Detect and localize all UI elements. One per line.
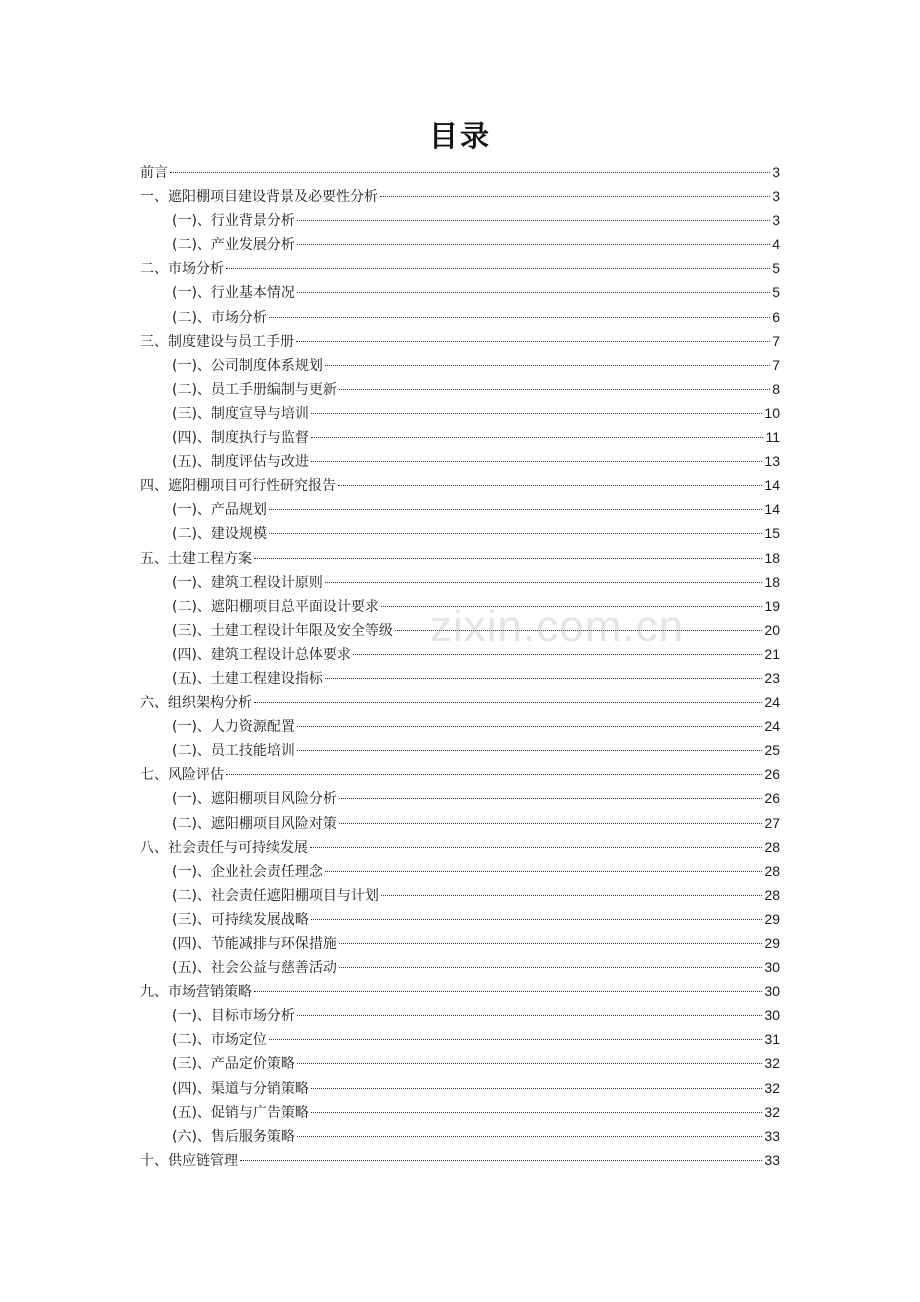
toc-entry-page-number: 32	[764, 1103, 780, 1120]
toc-entry-page-number: 23	[764, 669, 780, 686]
toc-entry-page-number: 19	[764, 597, 780, 614]
toc-entry-page-number: 30	[764, 959, 780, 976]
toc-entry[interactable]	[140, 160, 780, 184]
dot-leader	[381, 895, 762, 896]
toc-entry-page-number: 8	[772, 380, 780, 397]
dot-leader	[269, 317, 770, 318]
toc-entry[interactable]	[140, 979, 780, 1003]
toc-entry-title: 一、遮阳棚项目建设背景及必要性分析	[140, 189, 378, 206]
dot-leader	[240, 1160, 762, 1161]
dot-leader	[353, 654, 762, 655]
watermark: zixin.com.cn	[430, 602, 685, 651]
toc-entry-page-number: 26	[764, 790, 780, 807]
toc-entry-page-number: 7	[772, 356, 780, 373]
dot-leader	[311, 413, 762, 414]
toc-entry-title: (四)、制度执行与监督	[172, 430, 309, 447]
toc-entry-page-number: 24	[764, 718, 780, 735]
toc-entry[interactable]	[140, 594, 780, 618]
toc-entry[interactable]	[140, 714, 780, 738]
toc-entry-page-number: 3	[772, 212, 780, 229]
toc-entry-title: (二)、社会责任遮阳棚项目与计划	[172, 887, 379, 904]
dot-leader	[311, 919, 762, 920]
toc-entry-page-number: 29	[764, 935, 780, 951]
toc-entry-page-number: 32	[764, 1079, 780, 1096]
toc-entry-title: (三)、可持续发展战略	[172, 911, 309, 928]
toc-entry-title: 六、组织架构分析	[140, 695, 252, 712]
toc-entry-title: 四、遮阳棚项目可行性研究报告	[140, 478, 336, 495]
toc-entry[interactable]	[140, 401, 780, 425]
dot-leader	[269, 509, 762, 510]
toc-entry[interactable]	[140, 1148, 780, 1172]
toc-entry-page-number: 30	[764, 1007, 780, 1024]
toc-entry[interactable]	[140, 811, 780, 835]
toc-entry-page-number: 30	[764, 983, 780, 1000]
table-of-contents	[140, 160, 780, 1172]
dot-leader	[297, 1063, 762, 1064]
dot-leader	[325, 365, 770, 366]
dot-leader	[338, 485, 762, 486]
toc-entry-page-number: 33	[764, 1127, 780, 1144]
dot-leader	[325, 582, 762, 583]
toc-entry-page-number: 25	[764, 742, 780, 759]
dot-leader	[254, 991, 762, 992]
toc-entry[interactable]	[140, 690, 780, 714]
toc-entry[interactable]	[140, 1100, 780, 1124]
toc-entry-title: (一)、行业基本情况	[172, 285, 295, 302]
toc-entry-page-number: 5	[772, 260, 780, 277]
toc-entry-title: (一)、企业社会责任理念	[172, 863, 323, 880]
toc-entry-title: (三)、制度宣导与培训	[172, 405, 309, 422]
toc-entry[interactable]	[140, 208, 780, 232]
toc-entry[interactable]	[140, 497, 780, 521]
dot-leader	[254, 702, 762, 703]
toc-entry-title: (四)、渠道与分销策略	[172, 1080, 309, 1097]
dot-leader	[254, 558, 762, 559]
toc-entry-page-number: 20	[764, 621, 780, 638]
toc-entry[interactable]	[140, 449, 780, 473]
toc-entry-page-number: 11	[765, 429, 780, 446]
toc-entry[interactable]	[140, 570, 780, 594]
toc-entry-title: (二)、员工手册编制与更新	[172, 381, 337, 398]
dot-leader	[296, 341, 770, 342]
toc-entry-page-number: 31	[764, 1031, 780, 1048]
dot-leader	[297, 244, 770, 245]
toc-entry[interactable]	[140, 329, 780, 353]
toc-entry[interactable]	[140, 1003, 780, 1027]
dot-leader	[297, 220, 770, 221]
toc-entry[interactable]	[140, 955, 780, 979]
toc-entry-page-number: 5	[772, 284, 780, 301]
dot-leader	[381, 606, 762, 607]
toc-entry[interactable]	[140, 425, 780, 449]
dot-leader	[297, 750, 762, 751]
toc-entry-title: (一)、公司制度体系规划	[172, 357, 323, 374]
dot-leader	[339, 943, 762, 944]
toc-entry[interactable]	[140, 521, 780, 545]
toc-entry-title: (三)、土建工程设计年限及安全等级	[172, 622, 393, 639]
toc-entry-title: 五、土建工程方案	[140, 550, 252, 567]
toc-entry[interactable]	[140, 642, 780, 666]
toc-entry-title: (二)、员工技能培训	[172, 743, 295, 760]
dot-leader	[395, 630, 762, 631]
dot-leader	[297, 1136, 762, 1137]
dot-leader	[297, 726, 762, 727]
toc-entry-page-number: 10	[764, 404, 780, 421]
toc-entry-title: 三、制度建设与员工手册	[140, 333, 294, 350]
toc-entry-title: (一)、人力资源配置	[172, 719, 295, 736]
toc-entry-title: (六)、售后服务策略	[172, 1128, 295, 1145]
toc-entry[interactable]	[140, 738, 780, 762]
toc-entry-title: (一)、行业背景分析	[172, 213, 295, 230]
toc-entry-title: (一)、产品规划	[172, 502, 267, 519]
toc-entry-page-number: 27	[764, 814, 780, 831]
toc-entry-title: (二)、遮阳棚项目风险对策	[172, 815, 337, 832]
dot-leader	[269, 533, 762, 534]
toc-title: 目录	[428, 119, 491, 153]
toc-entry-page-number: 33	[764, 1151, 780, 1168]
toc-entry[interactable]	[140, 786, 780, 810]
toc-entry-title: (五)、社会公益与慈善活动	[172, 960, 337, 977]
toc-entry[interactable]	[140, 184, 780, 208]
toc-entry[interactable]	[140, 1051, 780, 1075]
dot-leader	[269, 1039, 762, 1040]
dot-leader	[226, 774, 762, 775]
toc-entry-page-number: 18	[764, 573, 780, 590]
toc-entry[interactable]	[140, 907, 780, 931]
dot-leader	[311, 1088, 762, 1089]
toc-entry-page-number: 26	[764, 766, 780, 783]
toc-entry-page-number: 15	[764, 525, 780, 542]
toc-entry-title: (二)、遮阳棚项目总平面设计要求	[172, 598, 379, 615]
toc-entry-title: (四)、节能减排与环保措施	[172, 936, 337, 952]
dot-leader	[226, 268, 770, 269]
dot-leader	[325, 871, 762, 872]
toc-entry-title: (二)、建设规模	[172, 526, 267, 543]
toc-entry[interactable]	[140, 256, 780, 280]
dot-leader	[170, 172, 770, 173]
toc-entry-title: 前言	[140, 165, 168, 181]
toc-entry-title: 七、风险评估	[140, 767, 224, 784]
toc-entry-page-number: 29	[764, 910, 780, 927]
toc-entry-page-number: 32	[764, 1055, 780, 1072]
toc-entry[interactable]	[140, 305, 780, 329]
toc-entry[interactable]	[140, 666, 780, 690]
dot-leader	[325, 678, 762, 679]
toc-entry-page-number: 21	[764, 645, 780, 662]
toc-entry-title: (二)、市场分析	[172, 309, 267, 326]
toc-entry[interactable]	[140, 1076, 780, 1100]
toc-entry-title: 八、社会责任与可持续发展	[140, 839, 308, 856]
toc-entry[interactable]	[140, 931, 780, 955]
toc-entry-title: (一)、目标市场分析	[172, 1008, 295, 1025]
toc-entry-page-number: 24	[764, 694, 780, 711]
toc-entry[interactable]	[140, 377, 780, 401]
dot-leader	[311, 461, 762, 462]
dot-leader	[339, 967, 762, 968]
toc-entry[interactable]	[140, 835, 780, 859]
toc-entry-page-number: 14	[764, 477, 780, 494]
dot-leader	[339, 823, 762, 824]
toc-entry-title: (一)、遮阳棚项目风险分析	[172, 791, 337, 808]
toc-entry[interactable]	[140, 353, 780, 377]
toc-entry[interactable]	[140, 280, 780, 304]
toc-entry[interactable]	[140, 883, 780, 907]
toc-entry-title: (五)、促销与广告策略	[172, 1104, 309, 1121]
dot-leader	[380, 196, 770, 197]
toc-entry-title: (五)、土建工程建设指标	[172, 670, 323, 687]
toc-entry[interactable]	[140, 232, 780, 256]
toc-entry-page-number: 18	[764, 549, 780, 566]
toc-entry-title: (二)、市场定位	[172, 1032, 267, 1049]
toc-entry-title: (五)、制度评估与改进	[172, 454, 309, 471]
toc-entry[interactable]	[140, 1027, 780, 1051]
toc-entry[interactable]	[140, 618, 780, 642]
toc-entry[interactable]	[140, 859, 780, 883]
toc-entry-title: 二、市场分析	[140, 261, 224, 278]
toc-entry-page-number: 4	[772, 236, 780, 253]
toc-entry[interactable]	[140, 546, 780, 570]
toc-entry-page-number: 14	[764, 501, 780, 518]
toc-entry-title: (三)、产品定价策略	[172, 1056, 295, 1073]
toc-entry-page-number: 3	[772, 164, 780, 180]
toc-entry-page-number: 6	[772, 308, 780, 325]
dot-leader	[339, 798, 762, 799]
dot-leader	[339, 389, 770, 390]
toc-entry-title: (四)、建筑工程设计总体要求	[172, 646, 351, 663]
dot-leader	[297, 1015, 762, 1016]
toc-entry[interactable]	[140, 473, 780, 497]
dot-leader	[310, 847, 762, 848]
toc-entry-page-number: 7	[772, 332, 780, 349]
dot-leader	[297, 292, 770, 293]
toc-entry-title: (二)、产业发展分析	[172, 237, 295, 254]
toc-entry[interactable]	[140, 1124, 780, 1148]
toc-entry-page-number: 28	[764, 862, 780, 879]
toc-entry[interactable]	[140, 762, 780, 786]
toc-entry-page-number: 3	[772, 188, 780, 205]
toc-entry-title: 十、供应链管理	[140, 1152, 238, 1169]
toc-entry-page-number: 28	[764, 838, 780, 855]
toc-entry-title: 九、市场营销策略	[140, 984, 252, 1001]
dot-leader	[311, 1112, 762, 1113]
toc-entry-page-number: 28	[764, 886, 780, 903]
toc-entry-page-number: 13	[764, 453, 780, 470]
dot-leader	[311, 437, 764, 438]
toc-entry-title: (一)、建筑工程设计原则	[172, 574, 323, 591]
